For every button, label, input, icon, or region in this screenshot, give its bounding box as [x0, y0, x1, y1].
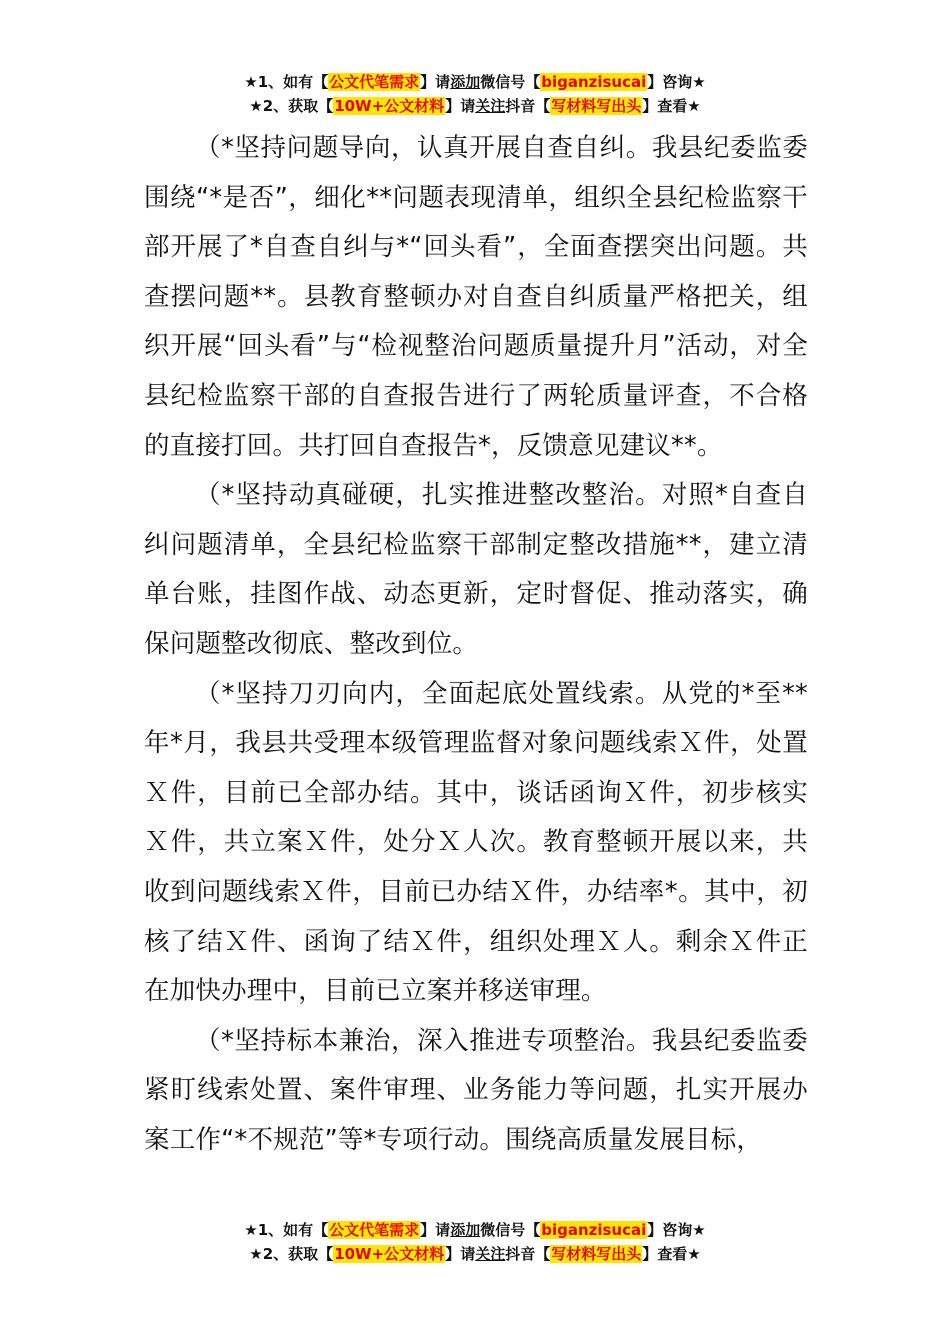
banner-line-2: ★2、获取【10W+公文材料】请关注抖音【写材料写出头】查看★: [249, 1245, 701, 1263]
highlight-materials: 10W+公文材料: [334, 97, 445, 115]
header-banner: [0, 70, 950, 118]
highlight-douyin-account: 写材料写出头: [551, 1245, 642, 1263]
paragraph-special-rectification: （*坚持标本兼治，深入推进专项整治。我县纪委监委紧盯线索处置、案件审理、业务能力等问题，扎实开展办案工作“*不规范”等*专项行动。围绕高质量发展目标，: [144, 1025, 808, 1155]
highlight-wechat-id: biganzisucai: [541, 1221, 647, 1239]
paragraph-rectification: （*坚持动真碰硬，扎实推进整改整治。对照*自查自纠问题清单，全县纪检监察干部制定整改措施**，建立清单台账，挂图作战、动态更新，定时督促、推动落实，确保问题整改彻底、整改到位。: [144, 480, 808, 659]
highlight-wechat-id: biganzisucai: [541, 73, 647, 91]
banner-line-2: ★2、获取【10W+公文材料】请关注抖音【写材料写出头】查看★: [249, 97, 701, 115]
banner-line-1: ★1、如有【公文代笔需求】请添加微信号【biganzisucai】咨询★: [244, 73, 706, 91]
paragraph-clue-handling: （*坚持刀刃向内，全面起底处置线索。从党的*至**年*月，我县共受理本级管理监督对象问题线索Ｘ件，处置Ｘ件，目前已全部办结。其中，谈话函询Ｘ件，初步核实Ｘ件，共立案Ｘ件，处分Ｘ人次。教育整顿开展以来，共收到问题线索Ｘ件，目前已办结Ｘ件，办结率*。其中，初核了结Ｘ件、函询了结Ｘ件，组织处理Ｘ人。剩余Ｘ件正在加快办理中，目前已立案并移送审理。: [144, 678, 808, 1007]
highlight-service: 公文代笔需求: [329, 1221, 420, 1239]
highlight-service: 公文代笔需求: [329, 73, 420, 91]
highlight-douyin-account: 写材料写出头: [551, 97, 642, 115]
paragraph-self-inspection: （*坚持问题导向，认真开展自查自纠。我县纪委监委围绕“*是否”，细化**问题表现清单，组织全县纪检监察干部开展了*自查自纠与*“回头看”，全面查摆突出问题。共查摆问题**。县教育整顿办对自查自纠质量严格把关，组织开展“回头看”与“检视整治问题质量提升月”活动，对全县纪检监察干部的自查报告进行了两轮质量评查，不合格的直接打回。共打回自查报告*，反馈意见建议**。: [144, 133, 808, 461]
document-body: [144, 124, 808, 1165]
banner-line-1: ★1、如有【公文代笔需求】请添加微信号【biganzisucai】咨询★: [244, 1221, 706, 1239]
highlight-materials: 10W+公文材料: [334, 1245, 445, 1263]
footer-banner: [0, 1218, 950, 1266]
